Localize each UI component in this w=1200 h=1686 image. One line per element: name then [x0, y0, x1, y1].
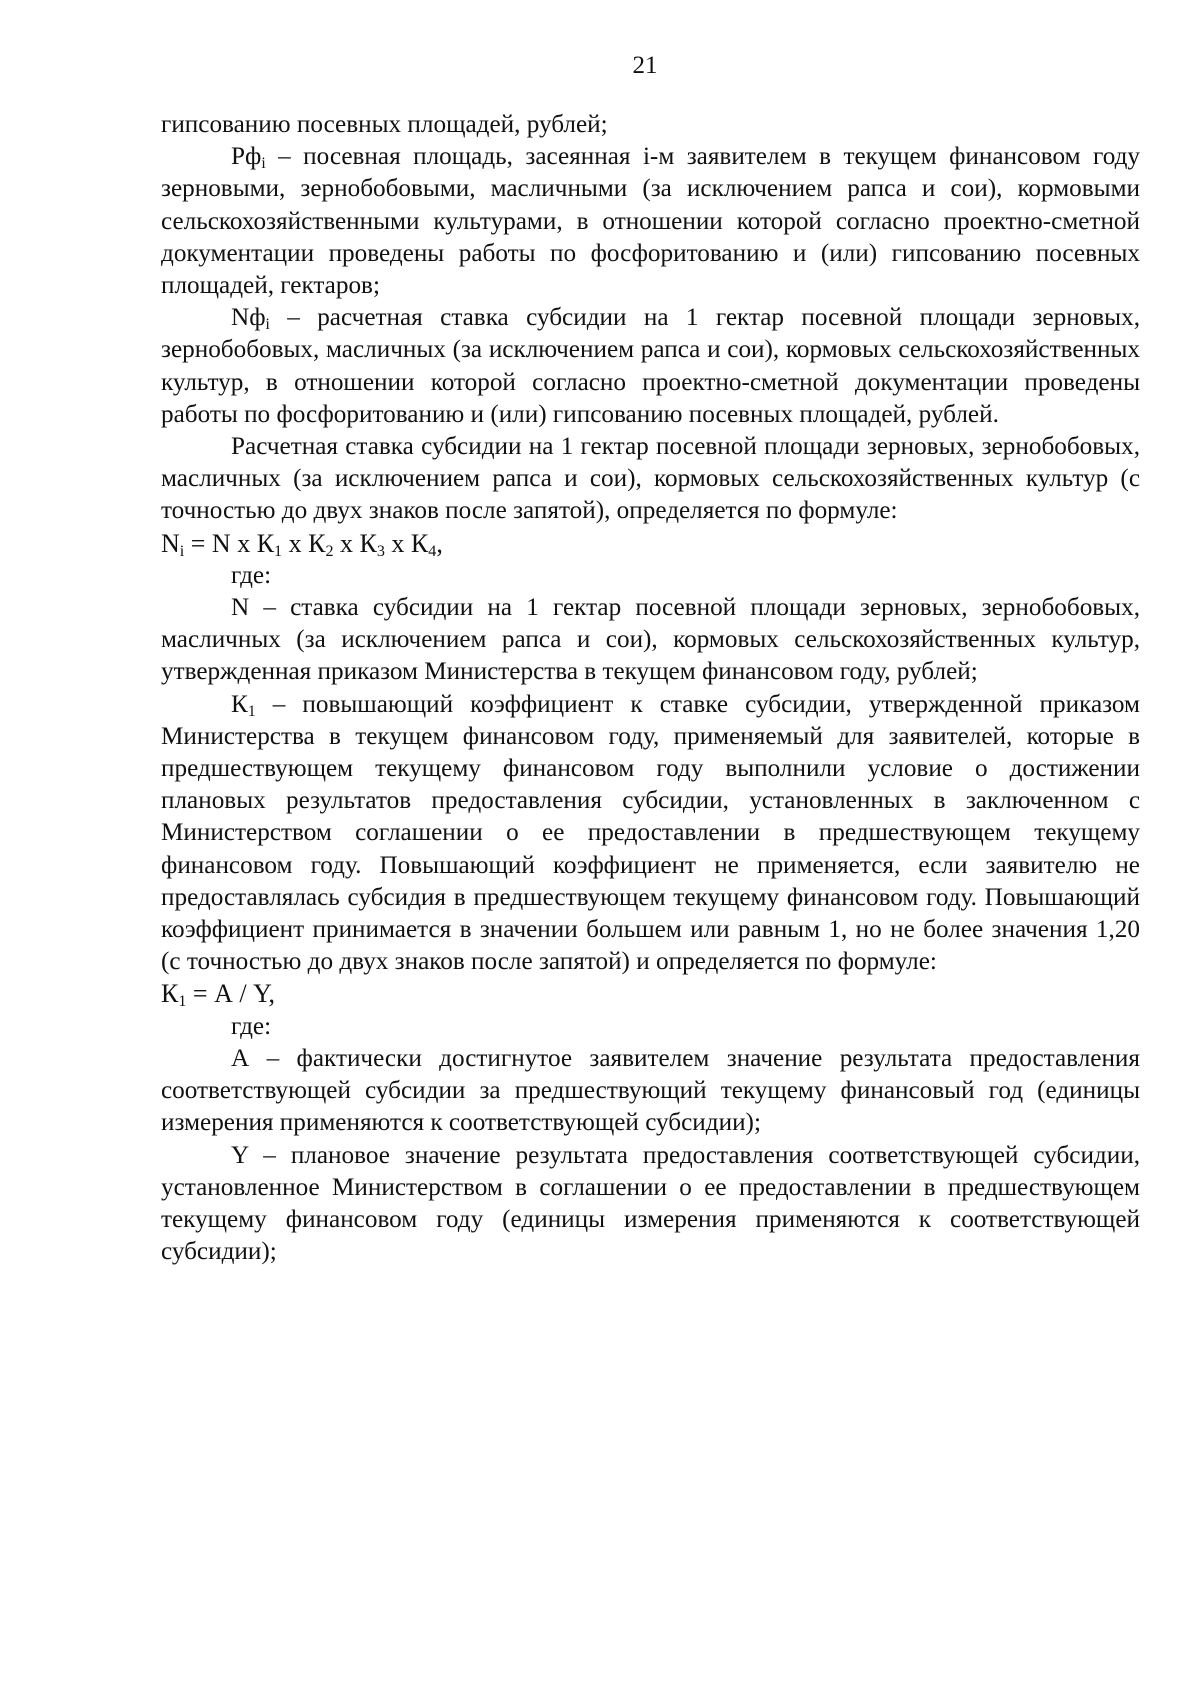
definition-text: – посевная площадь, засеянная i-м заявителем в текущем финансовом году зерновыми, зернобобовыми, масличными (за исключением рапса и сои), кормовыми сельскохозяйственными культурами, в отношении которой согласно проектно-сметной документации проведены работы по фосфоритованию и (или) гипсованию посевных площадей, гектаров; [161, 143, 1140, 300]
definition-paragraph [161, 302, 1140, 431]
definition-paragraph [161, 689, 1140, 979]
formula-rate [161, 528, 1140, 560]
formula-term: = N x К [184, 528, 275, 558]
where-label: где: [231, 561, 272, 589]
variable-subscript: i [261, 155, 266, 173]
formula-subscript: 4 [428, 542, 437, 560]
formula-subscript: 1 [274, 542, 283, 560]
variable: Nф [231, 304, 266, 332]
formula-term: К [161, 979, 179, 1009]
formula-term: = А / Y, [186, 979, 275, 1009]
formula-coefficient [161, 978, 1140, 1010]
variable-subscript: 1 [247, 702, 256, 720]
variable: К [231, 690, 248, 718]
formula-subscript: 2 [325, 542, 334, 560]
formula-term: x К [333, 528, 377, 558]
formula-subscript: i [179, 542, 185, 560]
definition-paragraph: Y – плановое значение результата предоставления соответствующей субсидии, установленное Министерством в соглашении о ее предоставлении в предшествующем текущему финансовом году (единицы измерения применяются к соответствующей субсидии); [161, 1141, 1140, 1266]
page-number: 21 [632, 52, 658, 79]
definition-text: – расчетная ставка субсидии на 1 гектар посевной площади зерновых, зернобобовых, масличных (за исключением рапса и сои), кормовых сельскохозяйственных культур, в отношении которой согласно проектно-сметной документации проведены работы по фосфоритованию и (или) гипсованию посевных площадей, рублей. [161, 304, 1140, 428]
definition-text: – повышающий коэффициент к ставке субсидии, утвержденной приказом Министерства в текущем финансовом году, применяемый для заявителей, которые в предшествующем текущему финансовом году выполнили условие о достижении плановых результатов предоставления субсидии, установленных в заключенном с Министерством соглашении о ее предоставлении в предшествующем текущему финансовом году. Повышающий коэффициент не применяется, если заявителю не предоставлялась субсидия в предшествующем текущему финансовом году. Повышающий коэффициент принимается в значении большем или равным 1, но не более значения 1,20 (с точностью до двух знаков после запятой) и определяется по формуле: [161, 690, 1140, 976]
document-body [161, 109, 1140, 1268]
variable: Рф [231, 143, 262, 171]
where-label: где: [231, 1012, 272, 1040]
formula-term: , [436, 528, 443, 558]
formula-term: N [161, 528, 180, 558]
paragraph: Расчетная ставка субсидии на 1 гектар посевной площади зерновых, зернобобовых, масличных (за исключением рапса и сои), кормовых сельскохозяйственных культур (с точностью до двух знаков после запятой), определяется по формуле: [161, 433, 1140, 525]
paragraph: гипсованию посевных площадей, рублей; [161, 111, 608, 138]
formula-term: x К [282, 528, 326, 558]
definition-paragraph: А – фактически достигнутое заявителем значение результата предоставления соответствующей субсидии за предшествующий текущему финансовый год (единицы измерения применяются к соответствующей субсидии); [161, 1044, 1140, 1137]
formula-term: x К [384, 528, 429, 558]
definition-paragraph: N – ставка субсидии на 1 гектар посевной площади зерновых, зернобобовых, масличных (за исключением рапса и сои), кормовых сельскохозяйственных культур, утвержденная приказом Министерства в текущем финансовом году, рублей; [161, 594, 1140, 686]
formula-subscript: 1 [178, 993, 187, 1011]
definition-paragraph [161, 141, 1140, 302]
formula-subscript: 3 [376, 542, 385, 560]
variable-subscript: i [265, 316, 270, 334]
